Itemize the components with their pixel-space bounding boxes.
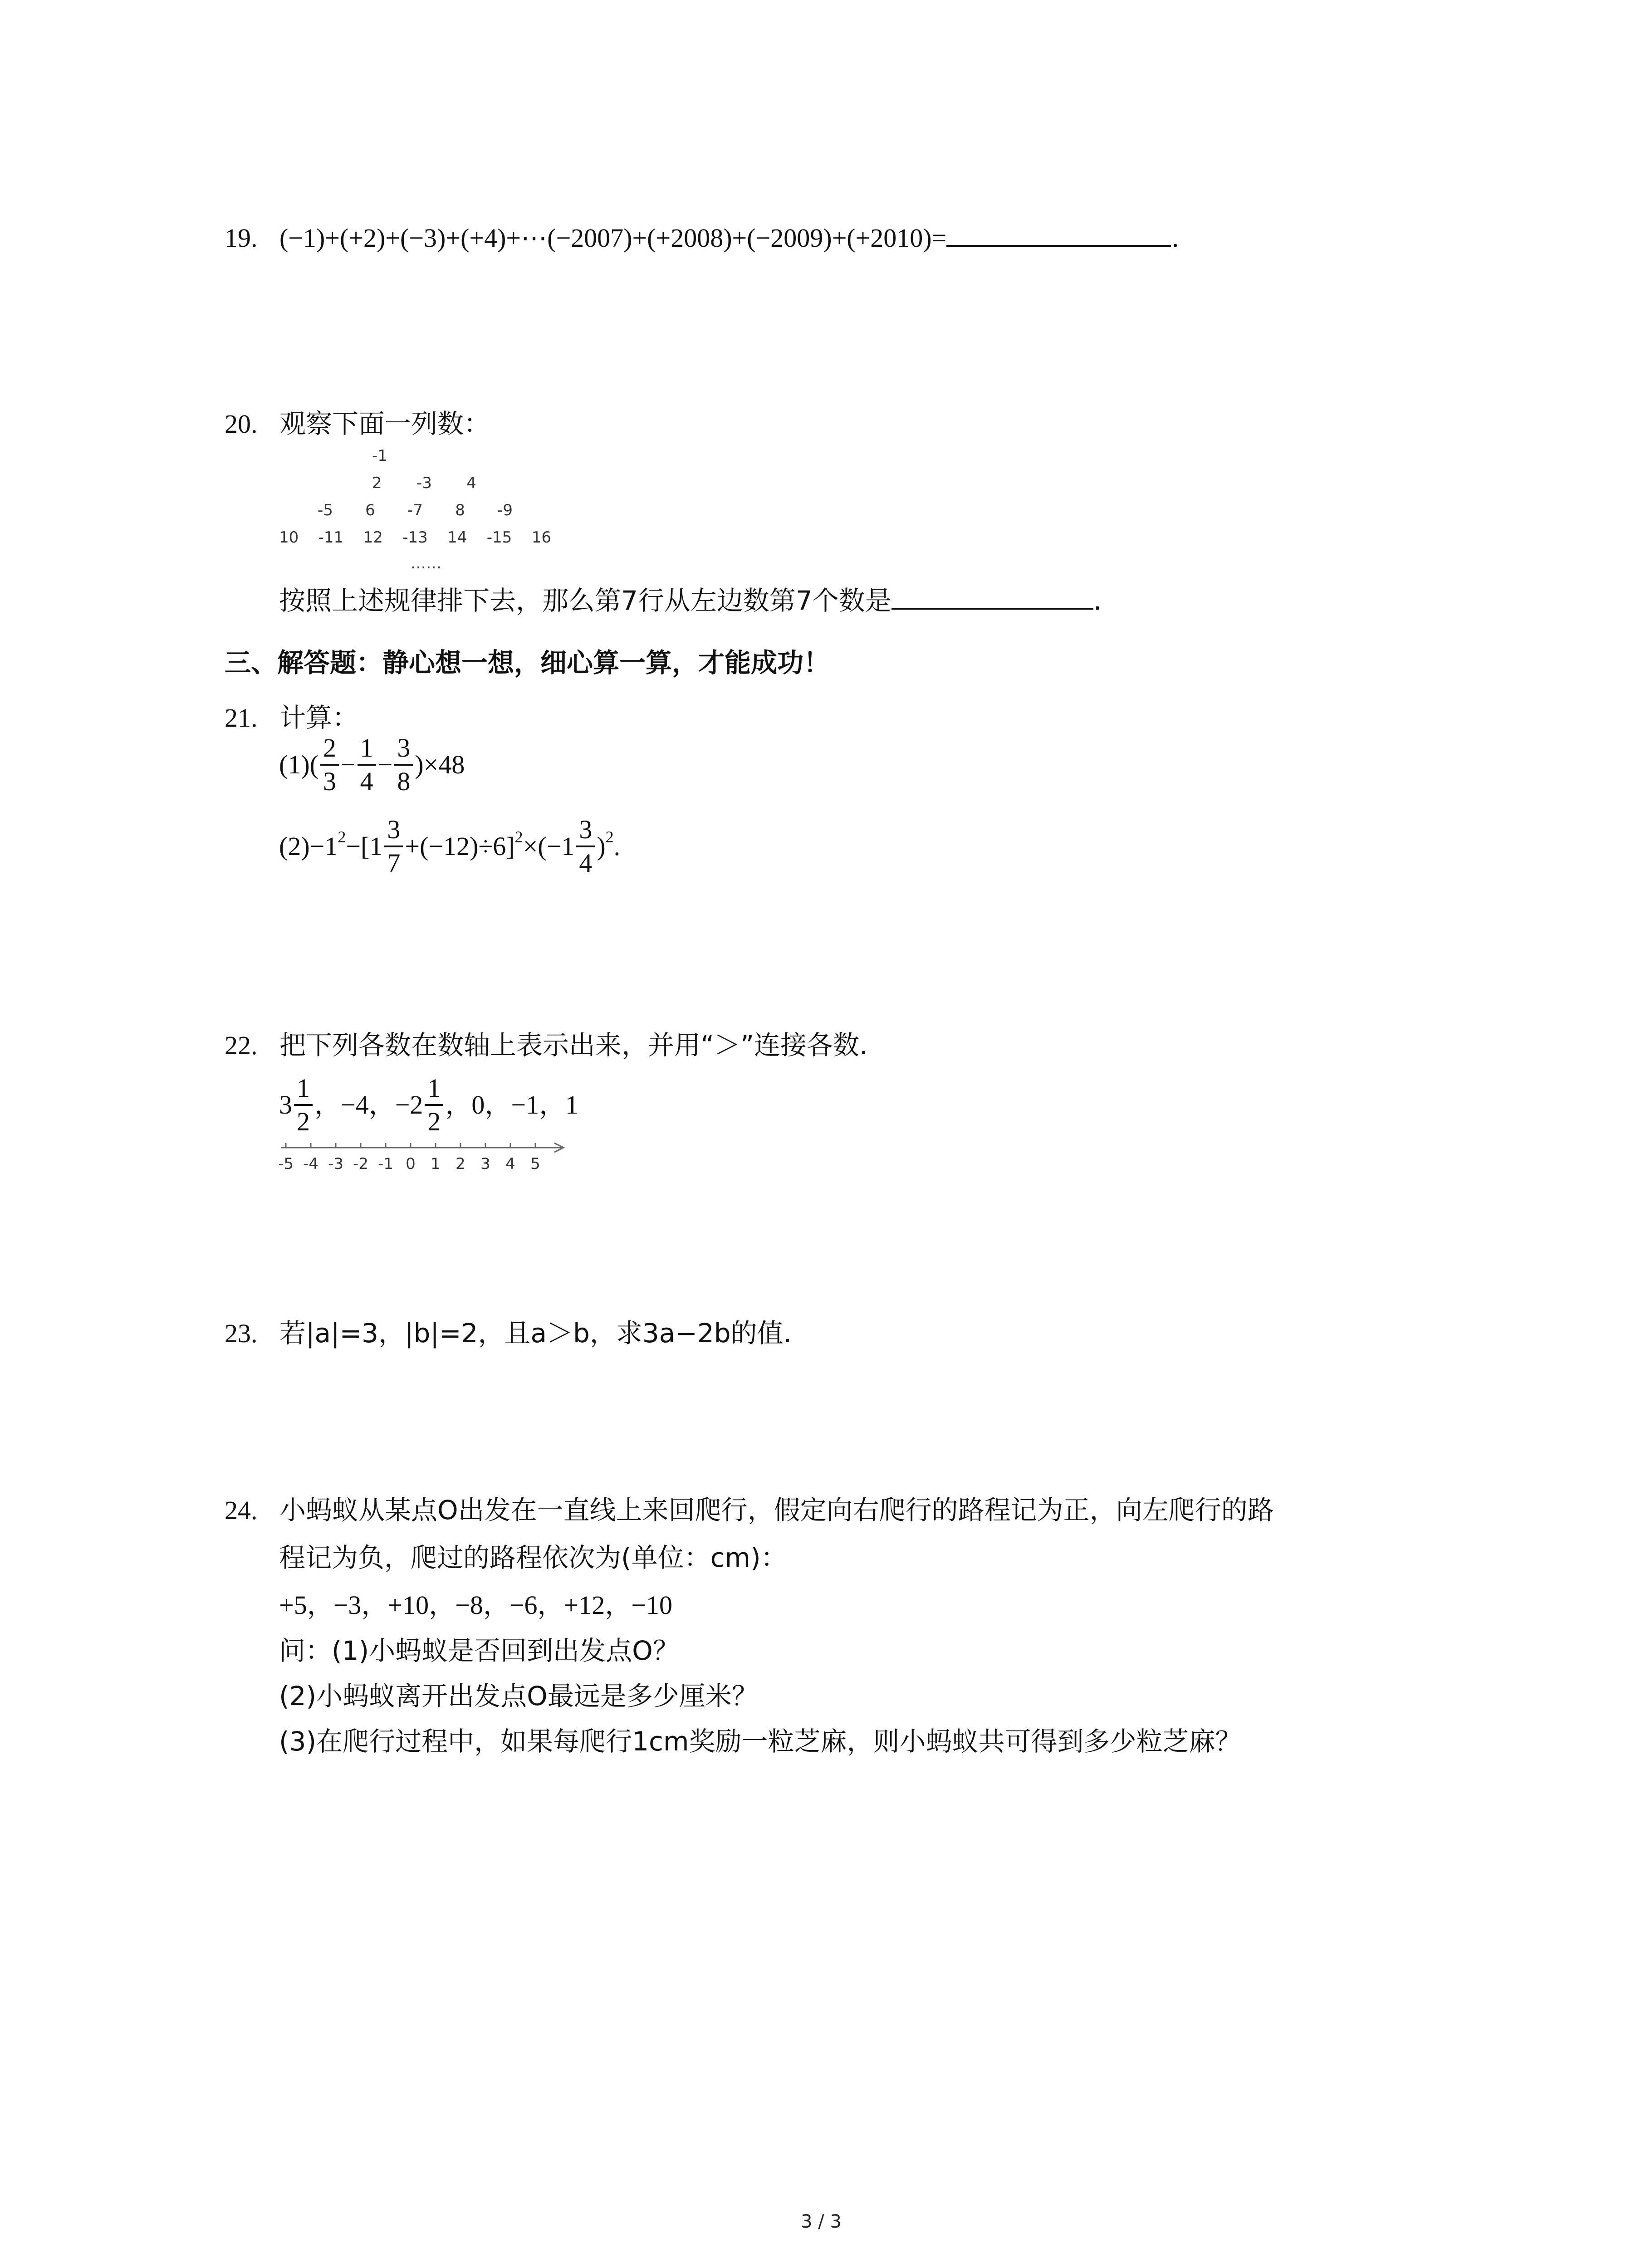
triangle-cell: 16 bbox=[531, 528, 551, 547]
number-line bbox=[272, 1136, 572, 1186]
axis-tick-label: -2 bbox=[353, 1155, 368, 1173]
fraction bbox=[394, 735, 413, 795]
axis-tick-label: 2 bbox=[456, 1155, 465, 1173]
triangle-cell: -13 bbox=[402, 528, 428, 547]
axis-tick-label: -3 bbox=[328, 1155, 343, 1173]
answer-blank bbox=[946, 222, 1171, 247]
numerator: 3 bbox=[394, 735, 413, 766]
axis-tick-label: 3 bbox=[480, 1155, 490, 1173]
question-21-intro bbox=[225, 704, 358, 731]
question-24 bbox=[225, 1497, 1274, 1524]
expr-text: 3 bbox=[279, 1090, 292, 1119]
question-number: 22. bbox=[225, 1031, 258, 1060]
triangle-cell: 6 bbox=[365, 501, 375, 519]
denominator: 7 bbox=[387, 848, 401, 878]
denominator: 3 bbox=[323, 767, 336, 796]
expr-text: ，−4，−2 bbox=[314, 1090, 423, 1119]
denominator: 4 bbox=[360, 767, 373, 796]
triangle-cell: 8 bbox=[455, 501, 465, 519]
triangle-row-2 bbox=[372, 474, 476, 492]
numerator: 3 bbox=[576, 816, 595, 847]
question-number: 24. bbox=[225, 1496, 258, 1525]
triangle-cell: 4 bbox=[466, 474, 476, 492]
expr-text: $(2)-1^2-[1$ bbox=[279, 828, 383, 861]
fraction bbox=[320, 735, 339, 795]
denominator: 8 bbox=[397, 767, 411, 796]
triangle-ellipsis: …… bbox=[411, 554, 441, 572]
question-20-intro bbox=[225, 408, 490, 439]
question-23 bbox=[225, 1320, 792, 1347]
page-number: 3 / 3 bbox=[801, 2211, 842, 2232]
q20-intro-text: 观察下面一列数： bbox=[279, 408, 490, 439]
triangle-cell: -5 bbox=[318, 501, 333, 519]
axis-tick-label: 1 bbox=[431, 1155, 441, 1173]
question-19 bbox=[225, 222, 1180, 251]
axis-tick-label: -4 bbox=[303, 1155, 318, 1173]
q24-line-5: (2)小蚂蚁离开出发点O最远是多少厘米？ bbox=[279, 1681, 758, 1711]
q24-line-3: +5，−3，+10，−8，−6，+12，−10 bbox=[279, 1590, 672, 1620]
q21-intro-text: 计算： bbox=[279, 702, 358, 733]
question-22 bbox=[225, 1032, 867, 1059]
triangle-cell: -7 bbox=[407, 501, 423, 519]
triangle-cell: 12 bbox=[363, 528, 383, 547]
q24-line-4: 问：(1)小蚂蚁是否回到出发点O？ bbox=[279, 1635, 679, 1666]
expr-text: ，0，−1，1 bbox=[445, 1090, 579, 1119]
axis-tick-labels bbox=[278, 1155, 540, 1173]
triangle-row-3 bbox=[318, 501, 513, 519]
triangle-cell: 2 bbox=[372, 474, 382, 492]
question-number: 23. bbox=[225, 1319, 258, 1348]
triangle-row-4 bbox=[279, 528, 551, 547]
question-number: 20. bbox=[225, 409, 258, 439]
expr-text: +(−12)÷6]$^2$×(−1 bbox=[405, 828, 575, 861]
fraction bbox=[576, 816, 595, 876]
question-number: 21. bbox=[225, 703, 258, 733]
expr-text: − bbox=[340, 750, 356, 779]
question-20-body bbox=[279, 585, 1102, 614]
q24-line-6: (3)在爬行过程中，如果每爬行1cm奖励一粒芝麻，则小蚂蚁共可得到多少粒芝麻？ bbox=[279, 1726, 1242, 1757]
q21-part-1 bbox=[279, 735, 465, 795]
triangle-row-1 bbox=[372, 447, 387, 465]
expr-text: (1)( bbox=[279, 750, 318, 779]
triangle-cell: -11 bbox=[318, 528, 344, 547]
expr-text: )×48 bbox=[415, 750, 465, 779]
axis-tick-label: 4 bbox=[505, 1155, 515, 1173]
numerator: 2 bbox=[320, 735, 339, 766]
triangle-cell: 10 bbox=[279, 528, 299, 547]
section-heading: 三、解答题：静心想一想，细心算一算，才能成功！ bbox=[225, 647, 830, 678]
exponent: 2 bbox=[338, 828, 346, 846]
question-number: 19. bbox=[225, 223, 258, 253]
expr-text: − bbox=[377, 750, 393, 779]
q20-question-text: 按照上述规律排下去，那么第7行从左边数第7个数是 bbox=[279, 585, 892, 616]
q22-text: 把下列各数在数轴上表示出来，并用“＞”连接各数. bbox=[279, 1030, 868, 1061]
axis-tick-label: -5 bbox=[278, 1155, 294, 1173]
q21-part-2 bbox=[279, 816, 620, 876]
numerator: 3 bbox=[384, 816, 403, 847]
denominator: 4 bbox=[579, 848, 593, 878]
numerator: 1 bbox=[425, 1075, 443, 1106]
triangle-cell: -1 bbox=[372, 447, 387, 465]
triangle-cell: -9 bbox=[497, 501, 513, 519]
fraction bbox=[425, 1075, 443, 1135]
numerator: 1 bbox=[358, 735, 376, 766]
exponent: 2 bbox=[605, 828, 614, 846]
denominator: 2 bbox=[427, 1107, 441, 1136]
answer-blank bbox=[892, 585, 1093, 610]
fraction bbox=[294, 1075, 313, 1135]
q19-expression: (−1)+(+2)+(−3)+(+4)+⋯(−2007)+(+2008)+(−2009)+(+2010)= bbox=[279, 223, 947, 253]
triangle-cell: -15 bbox=[486, 528, 512, 547]
expr-text: )$^2$. bbox=[597, 828, 621, 861]
period: . bbox=[1093, 585, 1102, 616]
q24-line-2: 程记为负，爬过的路程依次为(单位：cm)： bbox=[279, 1542, 787, 1573]
triangle-cell: -3 bbox=[416, 474, 432, 492]
axis-tick-label: -1 bbox=[378, 1155, 393, 1173]
q24-line-1: 小蚂蚁从某点O出发在一直线上来回爬行，假定向右爬行的路程记为正，向左爬行的路 bbox=[279, 1495, 1274, 1525]
axis-tick-label: 0 bbox=[406, 1155, 416, 1173]
numerator: 1 bbox=[294, 1075, 313, 1106]
triangle-cell: 14 bbox=[447, 528, 467, 547]
q22-numbers bbox=[279, 1075, 578, 1135]
denominator: 2 bbox=[297, 1107, 310, 1136]
fraction bbox=[358, 735, 376, 795]
period: . bbox=[1171, 222, 1180, 253]
exponent: 2 bbox=[514, 828, 523, 846]
q23-text: 若|a|=3，|b|=2，且a＞b，求3a−2b的值. bbox=[279, 1318, 792, 1349]
axis-tick-label: 5 bbox=[530, 1155, 540, 1173]
fraction bbox=[384, 816, 403, 876]
